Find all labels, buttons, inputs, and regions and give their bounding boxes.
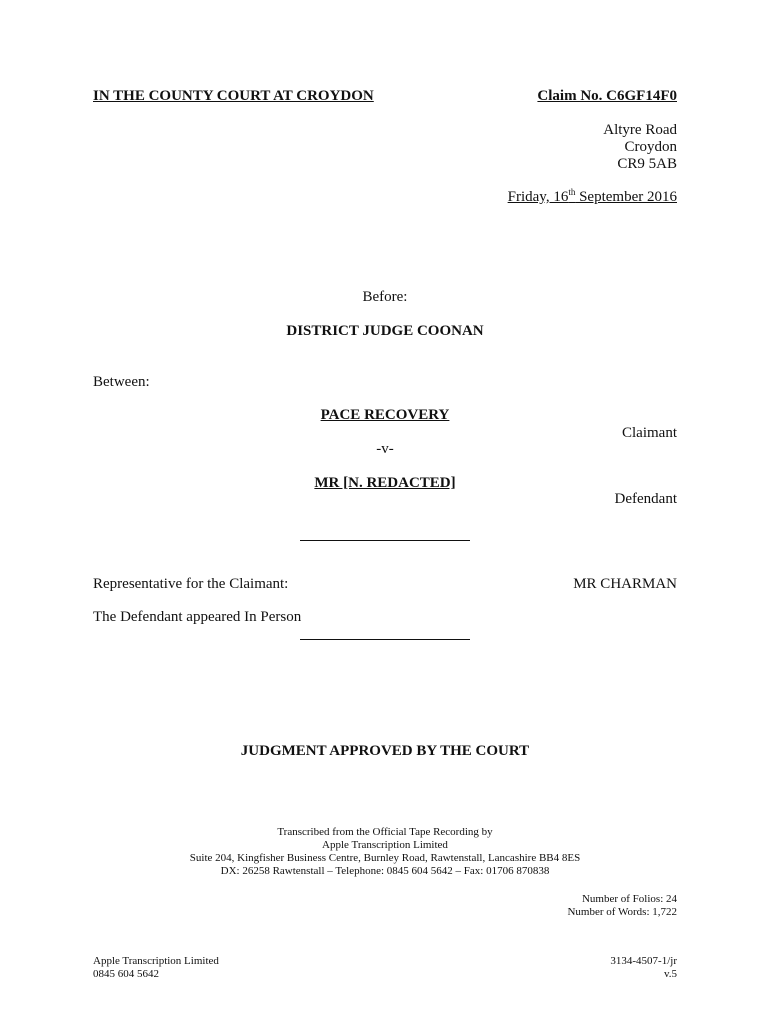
claim-number: Claim No. C6GF14F0 bbox=[537, 88, 677, 104]
address-line-3: CR9 5AB bbox=[617, 156, 677, 172]
transcription-line-1: Transcribed from the Official Tape Recording by bbox=[277, 826, 493, 838]
footer-company: Apple Transcription Limited bbox=[93, 955, 219, 967]
before-label: Before: bbox=[362, 289, 408, 305]
court-heading: IN THE COUNTY COURT AT CROYDON bbox=[93, 88, 374, 104]
address-line-1: Altyre Road bbox=[603, 122, 677, 138]
defendant-appearance: The Defendant appeared In Person bbox=[93, 609, 302, 625]
between-label: Between: bbox=[93, 374, 150, 390]
footer-reference: 3134-4507-1/jr bbox=[610, 955, 677, 967]
claimant-role: Claimant bbox=[622, 425, 677, 441]
defendant-role: Defendant bbox=[614, 491, 677, 507]
word-count: Number of Words: 1,722 bbox=[567, 906, 677, 918]
versus-label: -v- bbox=[376, 441, 394, 457]
transcription-line-3: Suite 204, Kingfisher Business Centre, Burnley Road, Rawtenstall, Lancashire BB4 8ES bbox=[189, 852, 581, 864]
hearing-date bbox=[508, 189, 677, 206]
date-ordinal: th bbox=[568, 187, 576, 197]
date-suffix: September 2016 bbox=[575, 189, 677, 205]
footer-phone: 0845 604 5642 bbox=[93, 968, 159, 980]
claimant-rep-label: Representative for the Claimant: bbox=[93, 576, 289, 592]
judge-name: DISTRICT JUDGE COONAN bbox=[286, 323, 484, 339]
transcription-line-2: Apple Transcription Limited bbox=[322, 839, 448, 851]
claimant-name: PACE RECOVERY bbox=[320, 407, 450, 423]
defendant-name: MR [N. REDACTED] bbox=[314, 475, 456, 491]
folio-count: Number of Folios: 24 bbox=[581, 893, 677, 905]
separator-rule-2 bbox=[300, 639, 470, 640]
separator-rule-1 bbox=[300, 540, 470, 541]
footer-version: v.5 bbox=[663, 968, 677, 980]
date-prefix: Friday, 16 bbox=[507, 189, 569, 205]
claimant-rep-name: MR CHARMAN bbox=[573, 576, 677, 592]
address-line-2: Croydon bbox=[624, 139, 677, 155]
judgment-title: JUDGMENT APPROVED BY THE COURT bbox=[240, 743, 530, 759]
transcription-line-4: DX: 26258 Rawtenstall – Telephone: 0845 604 5642 – Fax: 01706 870838 bbox=[220, 865, 550, 877]
